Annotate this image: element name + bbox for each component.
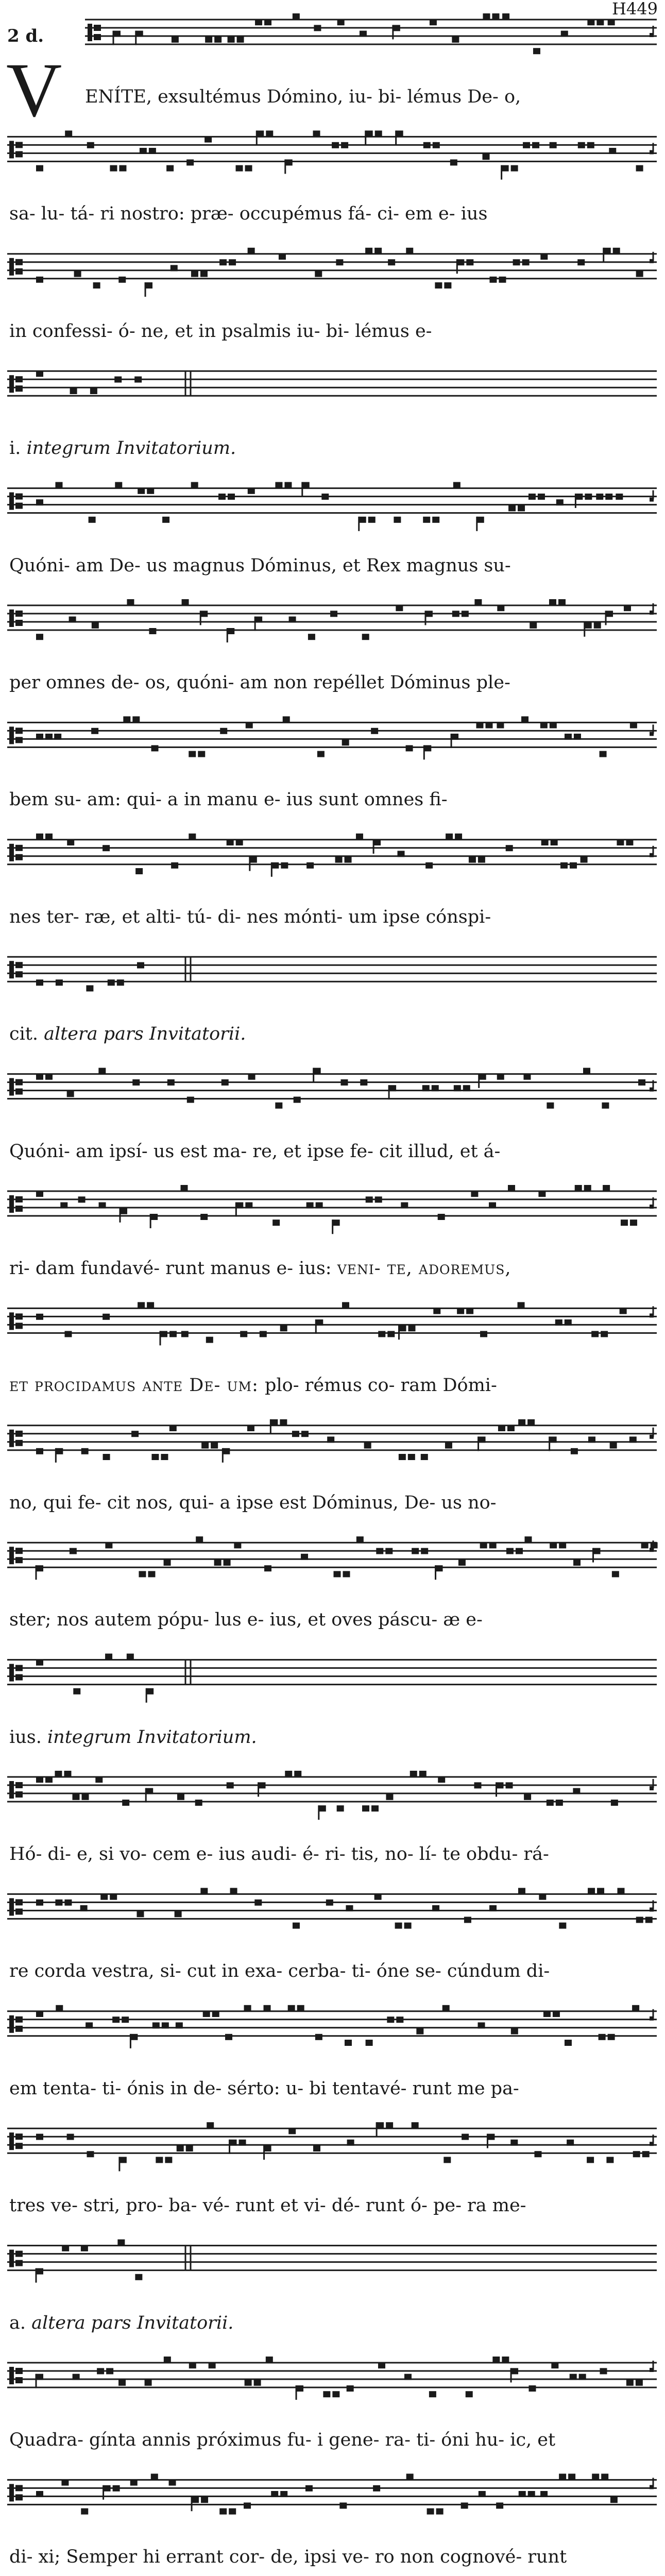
lyric-text: ius. bbox=[9, 1726, 47, 1748]
lyric-text: nes ter- ræ, et alti- tú- di- nes mónti- um ipse cónspi- bbox=[9, 906, 491, 927]
c-clef-icon bbox=[9, 1312, 23, 1330]
lyric-text: ster; nos autem pópu- lus e- ius, et oves páscu- æ e- bbox=[9, 1609, 483, 1631]
c-clef-icon bbox=[9, 2132, 23, 2150]
smallcaps-text: veni- te, adoremus, bbox=[337, 1258, 511, 1279]
neume-group bbox=[36, 248, 643, 297]
staff-system bbox=[7, 2128, 657, 2153]
lyric-text: no, qui fe- cit nos, qui- a ipse est Dóminus, De- us no- bbox=[9, 1492, 497, 1513]
c-clef-icon bbox=[9, 493, 23, 510]
c-clef-icon bbox=[9, 1898, 23, 1916]
rubric-text: integrum Invitatorium. bbox=[26, 438, 236, 459]
lyric-text: Quadra- gínta annis próximus fu- i gene- ra- ti- óni hu- ic, et bbox=[9, 2430, 556, 2450]
neume-group bbox=[36, 130, 643, 179]
c-clef-icon bbox=[9, 258, 23, 276]
lyric-text: in confessi- ó- ne, et in psalmis iu- bi- lémus e- bbox=[9, 320, 432, 342]
page-reference: H449 bbox=[612, 0, 658, 19]
c-clef-icon bbox=[9, 2367, 23, 2384]
neume-group bbox=[36, 370, 142, 394]
c-clef-icon bbox=[9, 141, 23, 158]
lyric-text: ri- dam fundavé- runt manus e- ius: bbox=[9, 1258, 337, 1279]
lyric-text: Hó- di- e, si vo- cem e- ius audi- é- ri- tis, no- lí- te obdu- rá- bbox=[9, 1844, 549, 1865]
lyric-text: di- xi; Semper hi errant cor- de, ipsi ve- ro non cognové- runt bbox=[9, 2547, 567, 2568]
staff-system bbox=[7, 254, 657, 279]
staff-system bbox=[7, 1777, 657, 1802]
staff-system bbox=[7, 722, 657, 747]
neume-group bbox=[36, 1185, 637, 1234]
c-clef-icon bbox=[9, 1078, 23, 1096]
c-clef-icon bbox=[9, 1547, 23, 1564]
neume-group bbox=[36, 962, 144, 992]
lyric-text: a. bbox=[9, 2312, 32, 2333]
lyric-text: ENÍTE, exsultémus Dómino, iu- bi- lémus De- o, bbox=[85, 87, 521, 107]
rubric-text: altera pars Invitatorii. bbox=[31, 2312, 234, 2333]
lyric-text: bem su- am: qui- a in manu e- ius sunt omnes fi- bbox=[9, 789, 448, 810]
c-clef-icon bbox=[9, 1195, 23, 1213]
neume-group bbox=[36, 1654, 154, 1703]
rubric-text: altera pars Invitatorii. bbox=[44, 1024, 246, 1045]
staff-system bbox=[7, 840, 657, 865]
c-clef-icon bbox=[9, 726, 23, 744]
c-clef-icon bbox=[9, 1664, 23, 1682]
lyric-text: re corda vestra, si- cut in exa- cerba- ti- óne se- cúndum di- bbox=[9, 1961, 550, 1982]
staff-system bbox=[85, 20, 657, 44]
c-clef-icon bbox=[9, 844, 23, 861]
c-clef-icon bbox=[9, 2015, 23, 2033]
lyric-text: per omnes de- os, quóni- am non repéllet Dóminus ple- bbox=[9, 672, 510, 693]
c-clef-icon bbox=[9, 609, 23, 627]
lyric-text: Quóni- am De- us magnus Dóminus, et Rex magnus su- bbox=[9, 555, 511, 576]
rubric-text: integrum Invitatorium. bbox=[47, 1726, 257, 1748]
c-clef-icon bbox=[9, 1430, 23, 1447]
staff-system bbox=[7, 1074, 657, 1099]
c-clef-icon bbox=[9, 1781, 23, 1799]
neume-group bbox=[36, 1771, 618, 1820]
initial-letter: V bbox=[6, 47, 62, 133]
staff-system bbox=[7, 137, 657, 161]
neume-group bbox=[36, 2122, 650, 2171]
staff-system bbox=[7, 2363, 657, 2387]
lyric-text: Quóni- am ipsí- us est ma- re, et ipse fe- cit illud, et á- bbox=[9, 1141, 501, 1162]
mode-indicator: 2 d. bbox=[7, 26, 44, 46]
lyric-text: i. bbox=[9, 438, 27, 459]
smallcaps-text: et procidamus ante De- um: bbox=[9, 1375, 265, 1396]
staff-system bbox=[7, 957, 657, 981]
lyric-text: plo- rémus co- ram Dómi- bbox=[265, 1375, 497, 1396]
lyric-text: em tenta- ti- ónis in de- sérto: u- bi tentavé- runt me pa- bbox=[9, 2078, 519, 2099]
c-clef-icon bbox=[9, 375, 23, 393]
staff-system bbox=[7, 371, 657, 396]
c-clef-icon bbox=[9, 961, 23, 978]
staff-system bbox=[7, 1660, 657, 1685]
staff-system bbox=[7, 2246, 657, 2270]
lyric-text: sa- lu- tá- ri nostro: præ- occupémus fá- ci- em e- ius bbox=[9, 204, 488, 225]
c-clef-icon bbox=[9, 2484, 23, 2501]
c-clef-icon bbox=[9, 2250, 23, 2267]
c-clef-icon bbox=[88, 24, 101, 41]
staff-system bbox=[7, 605, 657, 630]
staff-system bbox=[7, 2480, 657, 2504]
lyric-text: cit. bbox=[9, 1024, 44, 1045]
lyric-text: tres ve- stri, pro- ba- vé- runt et vi- dé- runt ó- pe- ra me- bbox=[9, 2195, 526, 2216]
neume-group bbox=[36, 482, 623, 531]
